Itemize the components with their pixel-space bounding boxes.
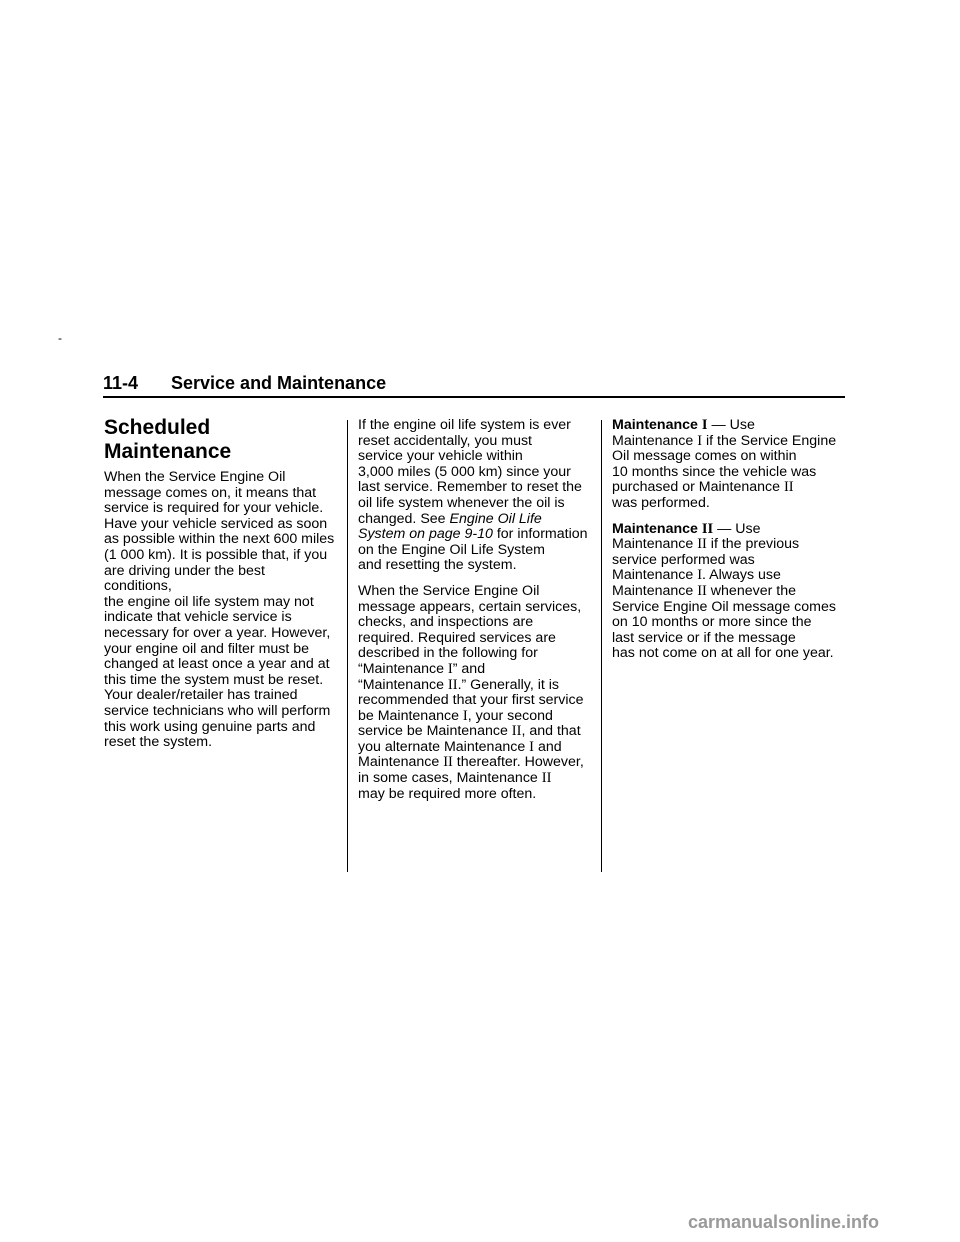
section-title: Scheduled Maintenance bbox=[104, 416, 232, 463]
corner-mark: - bbox=[58, 331, 62, 345]
page-header bbox=[103, 372, 845, 398]
column-divider-2 bbox=[601, 420, 602, 872]
maintenance-1-term: Maintenance bbox=[612, 417, 698, 433]
column-1 bbox=[104, 416, 336, 761]
cross-reference-link[interactable]: Engine Oil Life bbox=[449, 510, 542, 527]
intro-paragraph: When the Service Engine Oil message comes on, it means that service is required for your vehicle. Have your vehicle serviced as soon as possible within the next 600 miles (1 000 km). It is possible that, if you are driving under the best conditions, the engine oil life system may not indicate that vehicle service is necessary for over a year. However, your engine oil and filter must be changed at least once a year and at this time the system must be reset. Your dealer/retailer has trained service technicians who will perform this work using genuine parts and reset the system. bbox=[104, 469, 335, 751]
cross-reference-link-cont[interactable]: System on page 9-10 bbox=[358, 526, 493, 543]
section-name: Service and Maintenance bbox=[171, 373, 387, 393]
column-3 bbox=[612, 418, 850, 672]
column-2 bbox=[358, 418, 594, 812]
watermark: carmanualsonline.info bbox=[688, 1212, 880, 1232]
column-divider-1 bbox=[347, 420, 348, 872]
page-number: 11-4 bbox=[103, 373, 139, 393]
maintenance-2-term: Maintenance bbox=[612, 520, 698, 537]
maintenance-1-paragraph: Maintenance I — Use Maintenance I if the Service Engine Oil message comes on within 10 months since the vehicle was purchased or Maintenance II was performed. bbox=[612, 417, 837, 511]
services-paragraph: When the Service Engine Oil message appears, certain services, checks, and inspections are required. Required services are described in the following for “Maintenance I” and “Maintenance II.” Generally, it is recommended that your first service be Maintenance I, your second service be Maintenance II, and that you alternate Maintenance I and Maintenance II thereafter. However, in some cases, Maintenance II may be required more often. bbox=[358, 582, 584, 802]
reset-paragraph: If the engine oil life system is ever reset accidentally, you must service your vehicle within 3,000 miles (5 000 km) since your last service. Remember to reset the oil life system whenever the oil is changed. See Engine Oil Life System on page 9-10 for information on the Engine Oil Life System and resetting the system. bbox=[358, 417, 588, 574]
maintenance-2-paragraph: Maintenance II — Use Maintenance II if the previous service performed was Maintenance I. Always use Maintenance II whenever the Service Engine Oil message comes on 10 months or more since the last service or if the message has not come on at all for one year. bbox=[612, 520, 836, 662]
